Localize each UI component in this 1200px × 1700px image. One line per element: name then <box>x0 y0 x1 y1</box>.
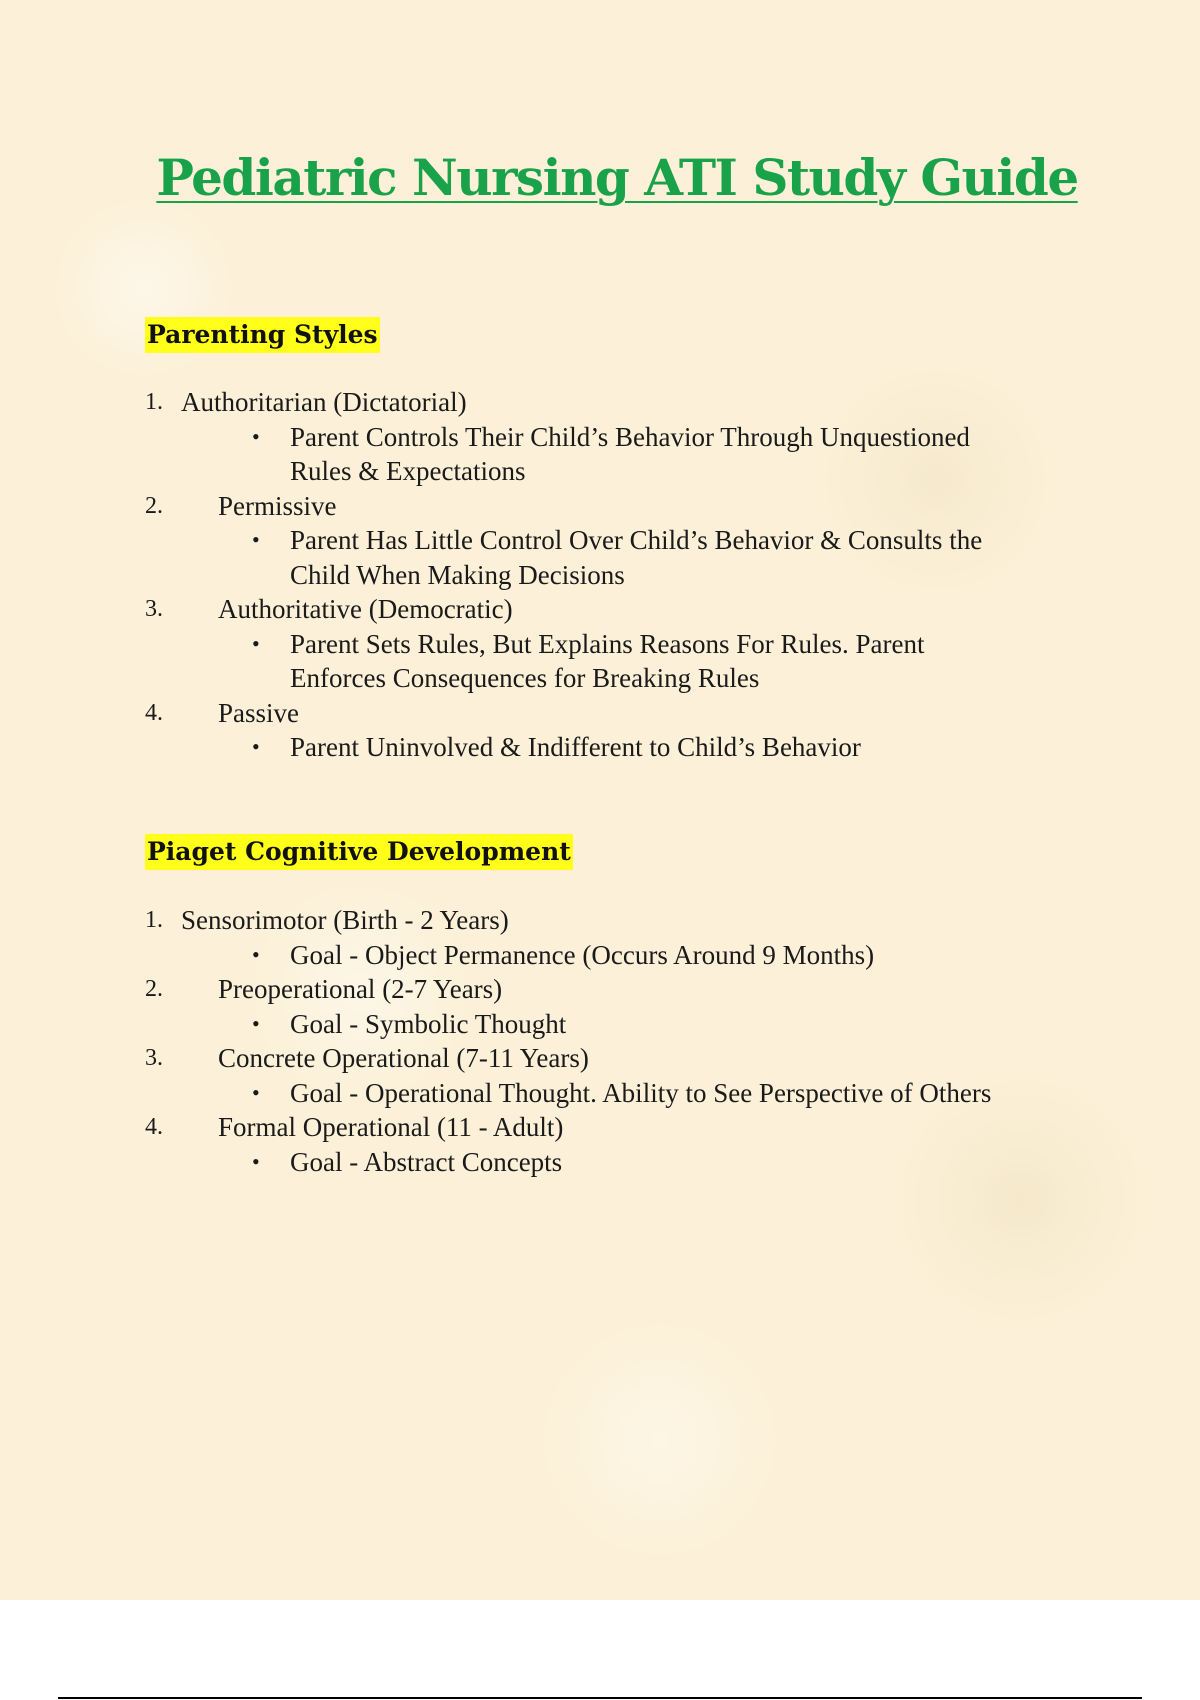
sub-item-continuation <box>0 661 1200 696</box>
sub-item-text: Goal - Abstract Concepts <box>290 1146 563 1177</box>
sub-item <box>0 523 1200 558</box>
sub-item-text: Child When Making Decisions <box>290 559 625 590</box>
item-label: Authoritarian (Dictatorial) <box>181 387 467 417</box>
item-number: 3. <box>145 1045 163 1071</box>
list-item-formal-operational <box>0 1110 1200 1145</box>
sub-item <box>0 1145 1200 1180</box>
sub-item-continuation <box>0 558 1200 593</box>
item-label: Passive <box>218 697 299 728</box>
page-title: Pediatric Nursing ATI Study Guide <box>156 148 1078 207</box>
item-number: 1. <box>145 907 163 933</box>
section-heading-piaget: Piaget Cognitive Development <box>145 834 573 870</box>
item-label: Sensorimotor (Birth - 2 Years) <box>181 905 509 935</box>
sub-item-text: Goal - Object Permanence (Occurs Around 9 Months) <box>290 939 875 970</box>
item-number: 2. <box>145 976 163 1002</box>
bullet-icon: • <box>252 1010 260 1036</box>
sub-item-continuation <box>0 454 1200 489</box>
sub-item-text: Enforces Consequences for Breaking Rules <box>290 663 760 693</box>
item-number: 4. <box>145 699 163 726</box>
sub-item <box>0 1007 1200 1042</box>
sub-item-text: Goal - Operational Thought. Ability to See Perspective of Others <box>290 1077 992 1108</box>
bullet-icon: • <box>252 1148 260 1174</box>
parenting-styles-list <box>0 385 1200 765</box>
bullet-icon: • <box>252 941 260 967</box>
item-label: Formal Operational (11 - Adult) <box>218 1112 564 1142</box>
sub-item <box>0 1076 1200 1111</box>
list-item-concrete-operational <box>0 1041 1200 1076</box>
section-heading-parenting-styles: Parenting Styles <box>145 317 380 353</box>
sub-item-text: Rules & Expectations <box>290 456 526 486</box>
list-item-permissive <box>0 489 1200 524</box>
list-item-authoritarian <box>0 385 1200 420</box>
list-item-preoperational <box>0 972 1200 1007</box>
item-label: Permissive <box>218 490 337 521</box>
sub-item-text: Parent Controls Their Child’s Behavior Through Unquestioned <box>290 421 970 452</box>
list-item-authoritative <box>0 592 1200 627</box>
piaget-stages-list <box>0 903 1200 1179</box>
footer-divider <box>58 1697 1142 1699</box>
item-label: Concrete Operational (7-11 Years) <box>218 1043 589 1073</box>
bullet-icon: • <box>252 527 260 552</box>
bullet-icon: • <box>252 630 260 656</box>
item-number: 3. <box>145 596 163 622</box>
sub-item <box>0 420 1200 455</box>
sub-item <box>0 730 1200 765</box>
sub-item-text: Parent Has Little Control Over Child’s Behavior & Consults the <box>290 525 983 555</box>
bullet-icon: • <box>252 423 260 449</box>
list-item-passive <box>0 696 1200 731</box>
sub-item-text: Parent Uninvolved & Indifferent to Child’s Behavior <box>290 732 861 762</box>
item-number: 2. <box>145 492 163 519</box>
sub-item-text: Parent Sets Rules, But Explains Reasons For Rules. Parent <box>290 628 925 659</box>
item-label: Preoperational (2-7 Years) <box>218 974 503 1004</box>
item-number: 4. <box>145 1114 163 1140</box>
bullet-icon: • <box>252 1079 260 1105</box>
item-label: Authoritative (Democratic) <box>218 594 513 624</box>
list-item-sensorimotor <box>0 903 1200 938</box>
sub-item <box>0 627 1200 662</box>
sub-item-text: Goal - Symbolic Thought <box>290 1008 567 1039</box>
item-number: 1. <box>145 389 163 415</box>
sub-item <box>0 938 1200 973</box>
bullet-icon: • <box>252 734 260 759</box>
